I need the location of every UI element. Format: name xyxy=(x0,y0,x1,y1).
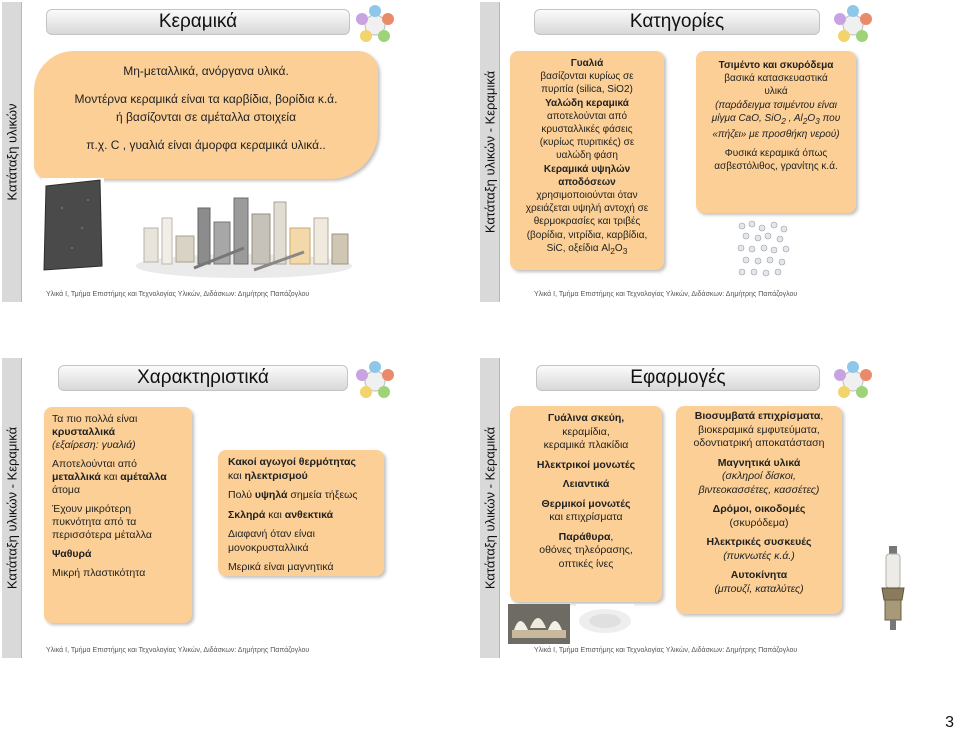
formula-line xyxy=(516,242,658,258)
ceramic-part-photo xyxy=(576,604,634,638)
sidebar-label: Κατάταξη υλικών - Κεραμικά xyxy=(4,426,19,590)
sidebar-label: Κατάταξη υλικών xyxy=(4,103,19,201)
text-line: περισσότερα μέταλλα xyxy=(52,529,152,541)
text-line: Λειαντικά xyxy=(562,478,610,490)
text-line: Φυσικά κεραμικά όπως xyxy=(724,148,828,160)
text-line: (παράδειγμα τσιμέντου είναι xyxy=(715,99,837,111)
text-line: χρησιμοποιούνται όταν xyxy=(536,190,638,202)
text-line: (εξαίρεση: γυαλιά) xyxy=(52,439,136,451)
text: Πολύ xyxy=(228,489,255,501)
text-line: Μαγνητικά υλικά xyxy=(717,456,801,469)
ceramics-definition-box xyxy=(34,51,378,179)
text-line: Γυάλινα σκεύη, xyxy=(547,412,625,424)
text-line: (κυρίως πυριτικές) σε xyxy=(539,137,635,149)
text: σημεία τήξεως xyxy=(287,489,358,501)
properties-box-left xyxy=(44,407,192,623)
category-heading: Κεραμικά υψηλών xyxy=(543,163,631,175)
slide-title: Χαρακτηριστικά xyxy=(58,365,348,391)
text-line: πυκνότητα από τα xyxy=(52,516,137,528)
text: και xyxy=(265,508,285,521)
emphasis: Βιοσυμβατά επιχρίσματα xyxy=(694,410,821,422)
text-line: βασίζονται κυρίως σε xyxy=(540,71,634,83)
text-line: Κακοί αγωγοί θερμότητας xyxy=(228,456,356,468)
text-line: οπτικές ίνες xyxy=(558,557,614,570)
emphasis: ηλεκτρισμού xyxy=(244,469,308,482)
text-line: μονοκρυσταλλικά xyxy=(228,541,309,554)
text-line: (μπουζί, καταλύτες) xyxy=(714,582,804,595)
slide-ceramics xyxy=(2,2,480,302)
emphasis: Σκληρά xyxy=(228,508,266,521)
text-line: Δρόμοι, οικοδομές xyxy=(712,503,806,515)
formula-text: O xyxy=(807,112,816,124)
formula-text: , Al xyxy=(785,112,803,124)
text-line: Μοντέρνα κεραμικά είναι τα καρβίδια, βορίδια κ.ά. xyxy=(74,92,338,106)
slide-categories xyxy=(480,2,958,302)
text-line: πυριτία (silica, SiO2) xyxy=(541,84,633,96)
materials-logo-icon xyxy=(352,3,398,47)
text-line: άτομα xyxy=(52,484,81,496)
text-line: ασβεστόλιθος, γρανίτης κ.ά. xyxy=(714,161,838,173)
formula-text: O xyxy=(614,242,623,254)
subscript: 3 xyxy=(622,245,628,256)
text-line: Ηλεκτρικές συσκευές xyxy=(706,536,812,548)
subscript: 2 xyxy=(802,115,808,126)
page-number: 3 xyxy=(945,714,954,731)
text-line: Τα πιο πολλά είναι xyxy=(52,413,138,425)
subscript: 3 xyxy=(815,115,820,126)
slide-applications xyxy=(480,358,958,658)
text: , xyxy=(610,530,614,543)
materials-logo-icon xyxy=(830,3,876,47)
text-line xyxy=(228,509,374,523)
text: , xyxy=(820,410,824,422)
text-line: Μη-μεταλλικά, ανόργανα υλικά. xyxy=(123,64,289,78)
text: και xyxy=(100,471,121,483)
category-heading: αποδόσεων xyxy=(558,176,616,188)
ceramic-parts-photo xyxy=(134,188,356,280)
text-line: οδοντιατρική αποκατάσταση xyxy=(693,437,825,449)
emphasis: υψηλά xyxy=(254,489,288,501)
slide-title: Εφαρμογές xyxy=(536,365,820,391)
sidebar-label: Κατάταξη υλικών - Κεραμικά xyxy=(482,426,497,590)
text-line: κεραμικά πλακίδια xyxy=(543,439,629,451)
category-heading: Γυαλιά xyxy=(570,58,604,69)
emphasis: αμέταλλα xyxy=(120,471,167,483)
sidebar-label: Κατάταξη υλικών - Κεραμικά xyxy=(482,70,497,234)
slide-footer: Υλικά Ι, Τμήμα Επιστήμης και Τεχνολογίας Υλικών, Διδάσκων: Δημήτρης Παπάζογλου xyxy=(46,291,310,298)
text-line: π.χ. C , γυαλιά είναι άμορφα κεραμικά υλικά.. xyxy=(86,138,326,152)
text-line xyxy=(228,489,374,503)
text-line: ή βασίζονται σε αμέταλλα στοιχεία xyxy=(115,110,297,124)
text-line: υλικά xyxy=(764,86,788,98)
emphasis: Παράθυρα xyxy=(558,530,611,543)
subscript: 2 xyxy=(610,245,615,256)
crystal-structure-image xyxy=(736,220,792,278)
applications-box-left xyxy=(510,406,662,602)
dental-crowns-photo xyxy=(508,604,570,644)
slide-footer: Υλικά Ι, Τμήμα Επιστήμης και Τεχνολογίας Υλικών, Διδάσκων: Δημήτρης Παπάζογλου xyxy=(46,647,310,654)
text-line: κεραμίδια, xyxy=(562,425,610,438)
text-line: και επιχρίσματα xyxy=(549,511,623,523)
text-line: βιοκεραμικά εμφυτεύματα, xyxy=(698,423,820,436)
ceramic-tile-photo xyxy=(42,178,104,274)
slide-title: Κεραμικά xyxy=(46,9,350,35)
text: και xyxy=(228,469,245,482)
text-line: Μερικά είναι μαγνητικά xyxy=(228,561,334,573)
text-line: (σκυρόδεμα) xyxy=(729,516,789,529)
text-line: υαλώδη φάση xyxy=(556,150,618,162)
slide-sidebar xyxy=(480,2,500,302)
text-line: Μικρή πλαστικότητα xyxy=(52,567,146,579)
text-line: Διαφανή όταν είναι xyxy=(228,528,315,540)
text-line xyxy=(514,531,658,545)
text-line xyxy=(52,471,184,484)
formula-text: που xyxy=(819,112,841,124)
text-line: (βορίδια, νιτρίδια, καρβίδια, xyxy=(526,229,648,241)
text-line: αποτελούνται από xyxy=(546,110,628,122)
formula-text: SiC, οξείδια Al xyxy=(546,242,611,254)
properties-box-right xyxy=(218,450,384,576)
spark-plug-photo xyxy=(870,544,916,636)
text-line: χρειάζεται υψηλή αντοχή σε xyxy=(525,203,649,215)
text-line: θερμοκρασίες και τριβές xyxy=(533,216,641,228)
text-line: κρυσταλλικές φάσεις xyxy=(541,124,633,136)
text-line xyxy=(680,410,838,424)
slide-sidebar xyxy=(2,358,22,658)
text-line: Αυτοκίνητα xyxy=(730,569,788,581)
formula-line xyxy=(702,112,850,128)
emphasis: μεταλλικά xyxy=(52,471,101,483)
text-line: (σκληροί δίσκοι, xyxy=(722,470,796,482)
slide-footer: Υλικά Ι, Τμήμα Επιστήμης και Τεχνολογίας Υλικών, Διδάσκων: Δημήτρης Παπάζογλου xyxy=(534,647,798,654)
glass-ceramics-box xyxy=(510,51,664,270)
text-line: Θερμικοί μονωτές xyxy=(541,497,631,510)
subscript: 2 xyxy=(781,115,786,126)
slide-characteristics xyxy=(2,358,480,658)
applications-box-right xyxy=(676,406,842,614)
text-line: Ηλεκτρικοί μονωτές xyxy=(536,458,636,471)
slide-title: Κατηγορίες xyxy=(534,9,820,35)
text-line: (πυκνωτές κ.ά.) xyxy=(723,549,795,562)
text-line: Ψαθυρά xyxy=(52,548,92,560)
category-heading: Υαλώδη κεραμικά xyxy=(545,97,629,109)
text-line xyxy=(228,470,374,484)
slide-sidebar xyxy=(480,358,500,658)
slide-footer: Υλικά Ι, Τμήμα Επιστήμης και Τεχνολογίας Υλικών, Διδάσκων: Δημήτρης Παπάζογλου xyxy=(534,291,798,298)
text-line: βιντεοκασσέτες, κασσέτες) xyxy=(698,483,820,496)
text-line: Αποτελούνται από xyxy=(52,458,138,470)
emphasis: ανθεκτικά xyxy=(284,508,334,521)
text-line: «πήζει» με προσθήκη νερού) xyxy=(712,129,840,141)
slide-sidebar xyxy=(2,2,22,302)
text-line: Έχουν μικρότερη xyxy=(52,503,132,515)
text-line: βασικά κατασκευαστικά xyxy=(724,73,828,85)
cement-box xyxy=(696,51,856,213)
text-line: κρυσταλλικά xyxy=(52,426,116,438)
formula-text: μίγμα CaO, SiO xyxy=(711,112,782,124)
materials-logo-icon xyxy=(830,359,876,403)
category-heading: Τσιμέντο και σκυρόδεμα xyxy=(718,60,834,71)
materials-logo-icon xyxy=(352,359,398,403)
text-line: οθόνες τηλεόρασης, xyxy=(539,544,633,556)
